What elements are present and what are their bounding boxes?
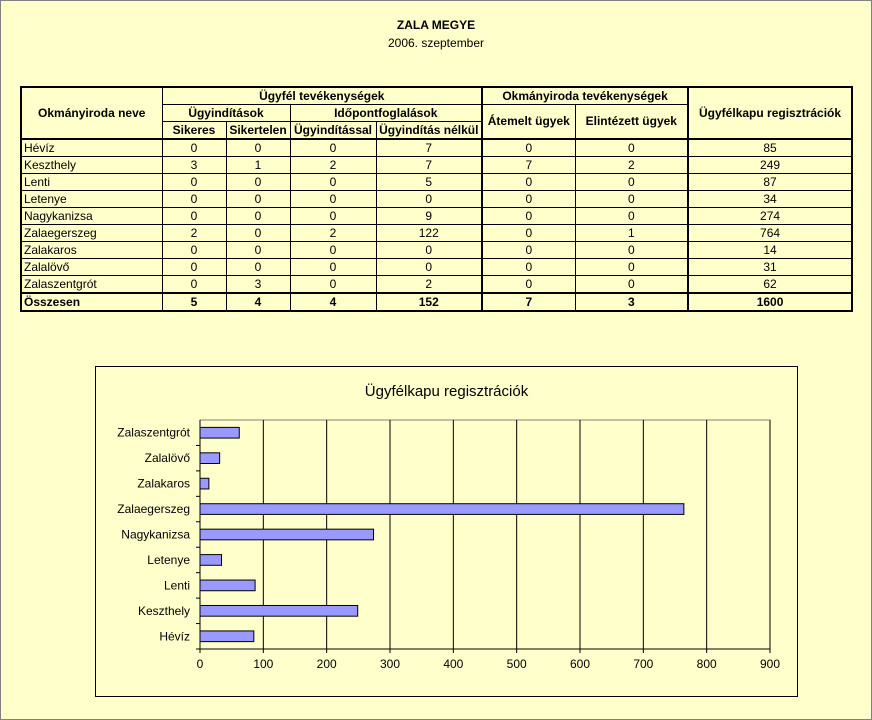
value-cell: 0: [575, 208, 688, 225]
value-cell: 0: [575, 242, 688, 259]
office-name-cell: Zalakaros: [21, 242, 162, 259]
value-cell: 34: [688, 191, 852, 208]
value-cell: 0: [482, 208, 575, 225]
office-name-cell: Zalaszentgrót: [21, 276, 162, 294]
chart-title: Ügyfélkapu regisztrációk: [364, 383, 529, 400]
value-cell: 0: [290, 276, 376, 294]
value-cell: 0: [226, 208, 290, 225]
value-cell: 3: [162, 157, 226, 174]
bar: [200, 605, 358, 616]
value-cell: 2: [162, 225, 226, 242]
header-fail: Sikertelen: [226, 122, 290, 140]
header-client-activities: Ügyfél tevékenységek: [162, 87, 482, 105]
header-gateway-registrations: Ügyfélkapu regisztrációk: [688, 87, 852, 139]
value-cell: 14: [688, 242, 852, 259]
table-row: [21, 174, 852, 191]
value-cell: 87: [688, 174, 852, 191]
header-transferred: Átemelt ügyek: [482, 105, 575, 140]
value-cell: 0: [162, 139, 226, 157]
bar: [200, 631, 254, 642]
value-cell: 0: [575, 191, 688, 208]
header-office-name: Okmányiroda neve: [21, 87, 162, 139]
table-row: [21, 225, 852, 242]
value-cell: 0: [575, 139, 688, 157]
value-cell: 2: [376, 276, 482, 294]
bar: [200, 427, 239, 438]
category-label: Zalalövő: [144, 451, 190, 466]
value-cell: 7: [376, 139, 482, 157]
x-tick-label: 100: [253, 657, 274, 671]
value-cell: 0: [482, 174, 575, 191]
value-cell: 0: [575, 259, 688, 276]
value-cell: 2: [290, 225, 376, 242]
header-success: Sikeres: [162, 122, 226, 140]
total-row: [21, 293, 852, 311]
bar: [200, 504, 684, 515]
value-cell: 1: [226, 157, 290, 174]
value-cell: 0: [162, 242, 226, 259]
value-cell: 0: [290, 139, 376, 157]
header-appointments: Időpontfoglalások: [290, 105, 482, 122]
value-cell: 4: [290, 293, 376, 311]
value-cell: 7: [482, 157, 575, 174]
bar-chart-svg: [96, 367, 797, 696]
value-cell: 2: [575, 157, 688, 174]
bar: [200, 453, 220, 464]
value-cell: 0: [482, 242, 575, 259]
value-cell: 0: [482, 225, 575, 242]
table-row: [21, 139, 852, 157]
header-with-init: Ügyindítással: [290, 122, 376, 140]
value-cell: 0: [290, 191, 376, 208]
header-without-init: Ügyindítás nélkül: [376, 122, 482, 140]
table-row: [21, 259, 852, 276]
value-cell: 122: [376, 225, 482, 242]
value-cell: 3: [226, 276, 290, 294]
table-row: [21, 242, 852, 259]
x-tick-label: 900: [759, 657, 781, 671]
value-cell: 0: [226, 242, 290, 259]
category-label: Lenti: [163, 578, 190, 593]
value-cell: 0: [575, 276, 688, 294]
office-name-cell: Hévíz: [21, 139, 162, 157]
value-cell: 0: [226, 225, 290, 242]
table-row: [21, 208, 852, 225]
bar: [200, 580, 255, 591]
value-cell: 0: [162, 276, 226, 294]
x-tick-label: 500: [506, 657, 527, 671]
x-tick-label: 700: [633, 657, 654, 671]
value-cell: 152: [376, 293, 482, 311]
value-cell: 9: [376, 208, 482, 225]
page-subtitle: 2006. szeptember: [387, 36, 485, 50]
gateway-chart: [95, 366, 798, 697]
value-cell: 5: [162, 293, 226, 311]
value-cell: 0: [482, 191, 575, 208]
header-office-activities: Okmányiroda tevékenységek: [482, 87, 688, 105]
office-name-cell: Zalalövő: [21, 259, 162, 276]
value-cell: 249: [688, 157, 852, 174]
value-cell: 274: [688, 208, 852, 225]
x-tick-label: 400: [443, 657, 464, 671]
value-cell: 5: [376, 174, 482, 191]
value-cell: 0: [162, 174, 226, 191]
page-title: ZALA MEGYE: [396, 18, 476, 32]
value-cell: 0: [290, 208, 376, 225]
category-label: Hévíz: [159, 629, 190, 644]
value-cell: 2: [290, 157, 376, 174]
value-cell: 3: [575, 293, 688, 311]
value-cell: 0: [575, 174, 688, 191]
category-label: Keszthely: [137, 603, 190, 618]
value-cell: 0: [226, 139, 290, 157]
table-row: [21, 276, 852, 294]
value-cell: 4: [226, 293, 290, 311]
category-label: Zalaegerszeg: [117, 502, 190, 517]
header-initiations: Ügyindítások: [162, 105, 290, 122]
value-cell: 0: [482, 276, 575, 294]
office-name-cell: Összesen: [21, 293, 162, 311]
office-name-cell: Zalaegerszeg: [21, 225, 162, 242]
value-cell: 0: [376, 242, 482, 259]
value-cell: 0: [226, 259, 290, 276]
category-label: Zalaszentgrót: [117, 425, 190, 440]
value-cell: 1: [575, 225, 688, 242]
bar: [200, 555, 222, 566]
x-tick-label: 0: [196, 657, 204, 671]
x-tick-label: 600: [569, 657, 591, 671]
value-cell: 0: [290, 242, 376, 259]
value-cell: 1600: [688, 293, 852, 311]
value-cell: 0: [482, 139, 575, 157]
value-cell: 62: [688, 276, 852, 294]
office-name-cell: Nagykanizsa: [21, 208, 162, 225]
value-cell: 31: [688, 259, 852, 276]
table-row: [21, 191, 852, 208]
value-cell: 764: [688, 225, 852, 242]
x-tick-label: 800: [696, 657, 717, 671]
value-cell: 0: [226, 174, 290, 191]
value-cell: 7: [376, 157, 482, 174]
value-cell: 0: [290, 259, 376, 276]
value-cell: 0: [376, 259, 482, 276]
value-cell: 0: [162, 191, 226, 208]
x-tick-label: 200: [316, 657, 337, 671]
value-cell: 0: [226, 191, 290, 208]
table-row: [21, 157, 852, 174]
header-completed: Elintézett ügyek: [575, 105, 688, 140]
office-name-cell: Letenye: [21, 191, 162, 208]
value-cell: 0: [482, 259, 575, 276]
bar: [200, 478, 209, 489]
x-tick-label: 300: [379, 657, 401, 671]
value-cell: 0: [162, 208, 226, 225]
value-cell: 0: [162, 259, 226, 276]
bar: [200, 529, 374, 540]
value-cell: 7: [482, 293, 575, 311]
value-cell: 0: [376, 191, 482, 208]
value-cell: 0: [290, 174, 376, 191]
office-name-cell: Lenti: [21, 174, 162, 191]
office-name-cell: Keszthely: [21, 157, 162, 174]
value-cell: 85: [688, 139, 852, 157]
category-label: Nagykanizsa: [121, 527, 190, 542]
category-label: Letenye: [147, 552, 190, 567]
category-label: Zalakaros: [137, 476, 190, 491]
office-activity-table: [20, 86, 853, 312]
